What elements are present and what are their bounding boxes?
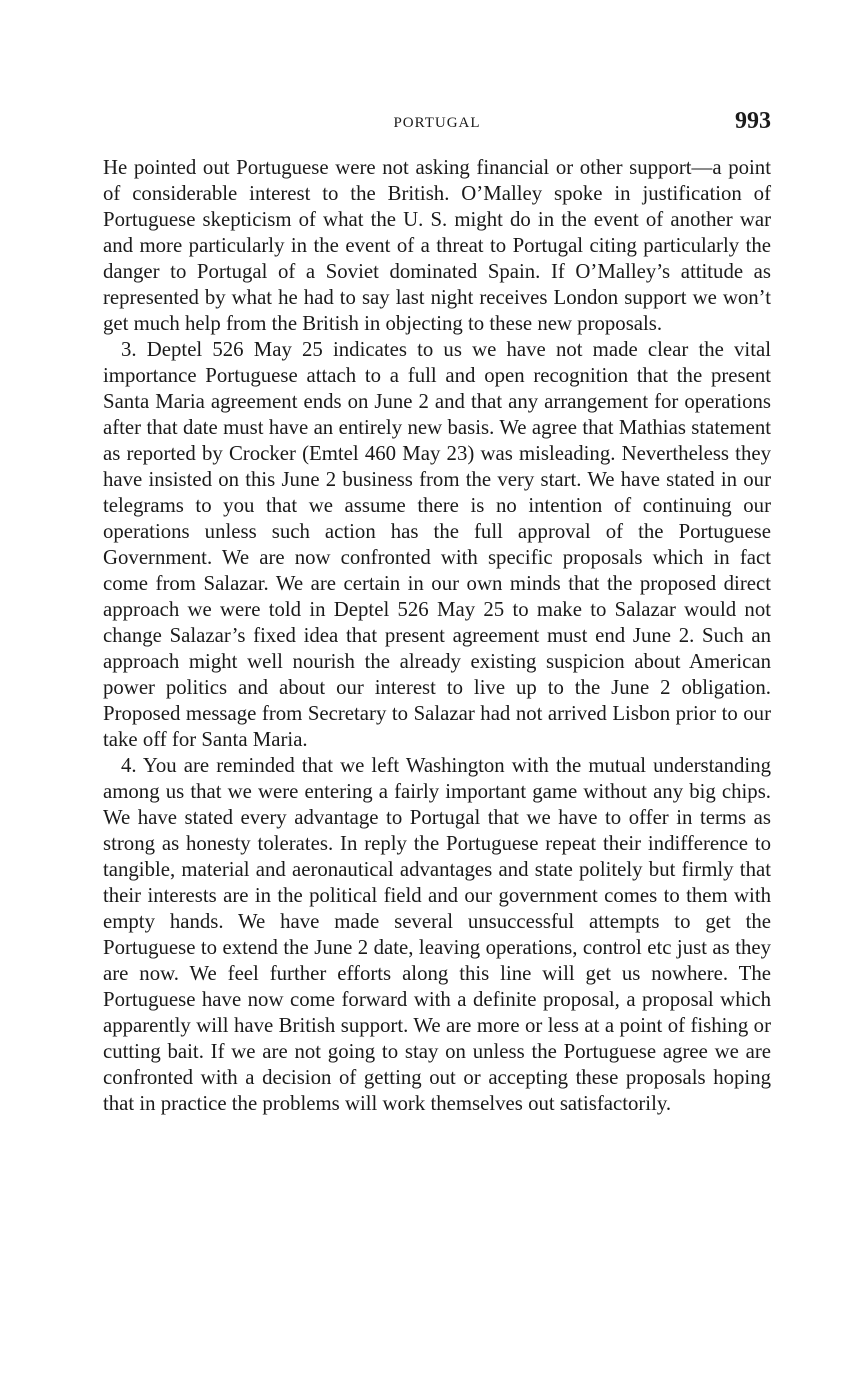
document-body xyxy=(103,155,771,1117)
running-header xyxy=(103,108,771,142)
paragraph-4: 4. You are reminded that we left Washington with the mutual understanding among us that we were entering a fairly important game without any big chips. We have stated every advantage to Portugal that we have to offer in terms as strong as honesty tolerates. In reply the Portuguese repeat their indifference to tangible, material and aeronautical advantages and state politely but firmly that their interests are in the political field and our government comes to them with empty hands. We have made several unsuccessful attempts to get the Portuguese to extend the June 2 date, leaving operations, control etc just as they are now. We feel further efforts along this line will get us nowhere. The Portuguese have now come forward with a definite proposal, a proposal which apparently will have British support. We are more or less at a point of fishing or cutting bait. If we are not going to stay on unless the Portuguese agree we are confronted with a decision of getting out or accepting these proposals hoping that in practice the problems will work themselves out satisfactorily. xyxy=(103,754,771,1115)
running-title: PORTUGAL xyxy=(393,115,481,131)
page-number: 993 xyxy=(735,108,771,134)
paragraph-3: 3. Deptel 526 May 25 indicates to us we have not made clear the vital importance Portuguese attach to a full and open recognition that the present Santa Maria agreement ends on June 2 and that any arrangement for operations after that date must have an entirely new basis. We agree that Mathias statement as reported by Crocker (Emtel 460 May 23) was misleading. Nevertheless they have insisted on this June 2 business from the very start. We have stated in our telegrams to you that we assume there is no intention of continuing our operations unless such action has the full approval of the Portuguese Government. We are now confronted with specific proposals which in fact come from Salazar. We are certain in our own minds that the proposed direct approach we were told in Deptel 526 May 25 to make to Salazar would not change Salazar’s fixed idea that present agreement must end June 2. Such an approach might well nourish the already existing suspicion about American power politics and about our interest to live up to the June 2 obligation. Proposed message from Secretary to Salazar had not arrived Lisbon prior to our take off for Santa Maria. xyxy=(103,338,771,751)
paragraph-continuation: He pointed out Portuguese were not asking financial or other support—a point of considerable interest to the British. O’Malley spoke in justification of Portuguese skepticism of what the U. S. might do in the event of another war and more particularly in the event of a threat to Portugal citing particularly the danger to Portugal of a Soviet dominated Spain. If O’Malley’s attitude as represented by what he had to say last night receives London support we won’t get much help from the British in objecting to these new proposals. xyxy=(103,156,771,335)
